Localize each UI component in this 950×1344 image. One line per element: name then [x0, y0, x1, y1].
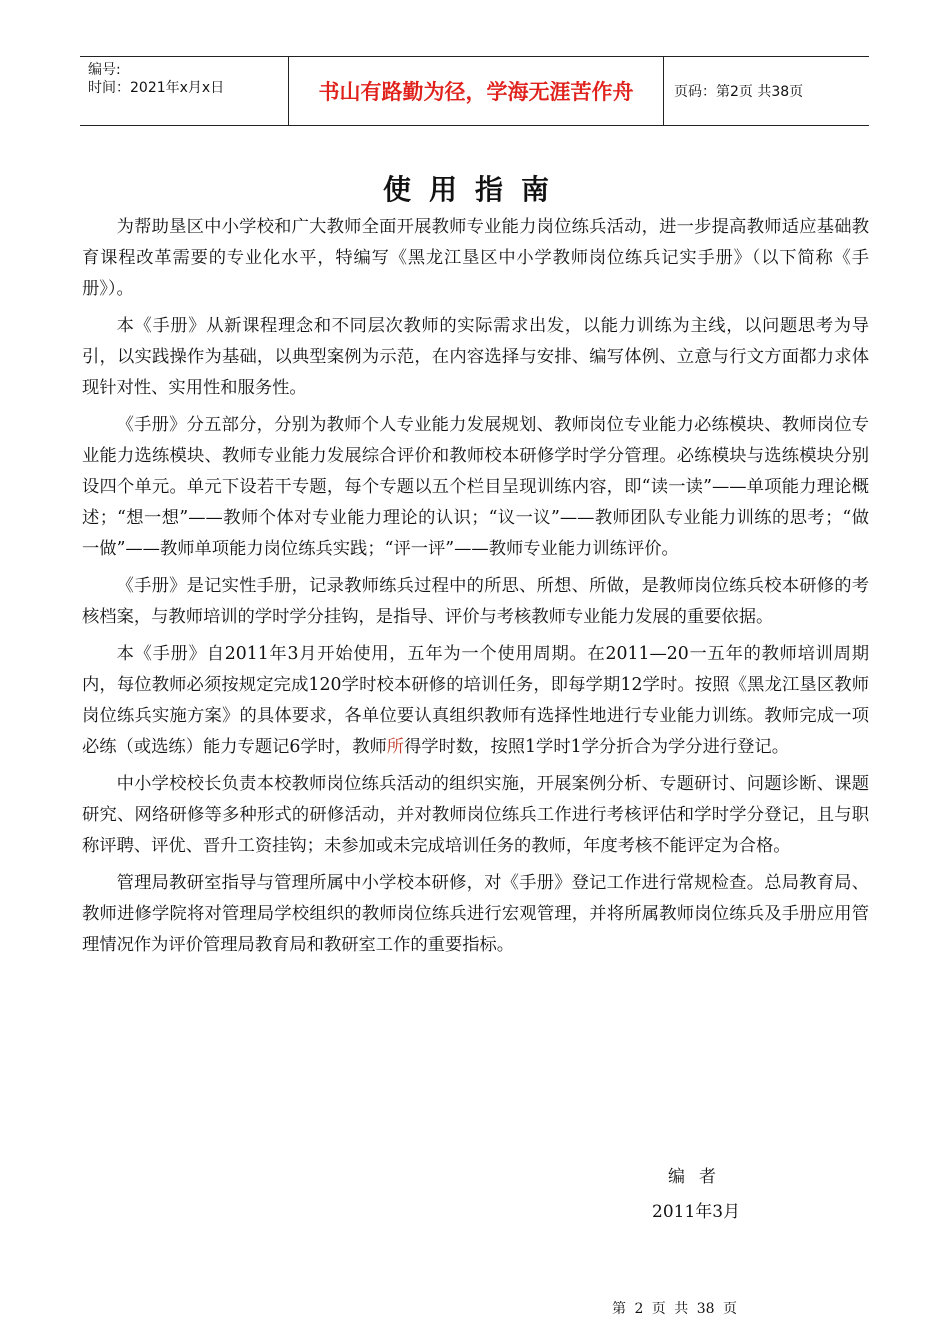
header-motto: 书山有路勤为径，学海无涯苦作舟 [289, 57, 664, 125]
header-meta [80, 57, 289, 125]
time-label: 时间：2021年x月x日 [88, 80, 225, 96]
paragraph-text: 得学时数，按照1学时1学分折合为学分进行登记。 [404, 737, 789, 757]
header-page-info: 页码：第2页 共38页 [674, 84, 804, 100]
highlighted-char: 所 [386, 737, 405, 757]
paragraph: 《手册》分五部分，分别为教师个人专业能力发展规划、教师岗位专业能力必练模块、教师岗位专业能力选练模块、教师专业能力发展综合评价和教师校本研修学时学分管理。必练模块与选练模块分别设四个单元。单元下设若干专题，每个专题以五个栏目呈现训练内容，即“读一读”——单项能力理论概述；“想一想”——教师个体对专业能力理论的认识；“议一议”——教师团队专业能力训练的思考；“做一做”——教师单项能力岗位练兵实践；“评一评”——教师专业能力训练评价。 [82, 415, 869, 559]
page-footer: 第 2 页 共 38 页 [612, 1301, 737, 1317]
page-title: 使用指南 [382, 173, 567, 206]
paragraph [82, 639, 869, 763]
paragraph: 为帮助垦区中小学校和广大教师全面开展教师专业能力岗位练兵活动，进一步提高教师适应基础教育课程改革需要的专业化水平，特编写《黑龙江垦区中小学教师岗位练兵记实手册》（以下简称《手册》）。 [82, 217, 869, 299]
signature-author: 编者 [668, 1167, 730, 1187]
paragraph: 管理局教研室指导与管理所属中小学校本研修，对《手册》登记工作进行常规检查。总局教育局、教师进修学院将对管理局学校组织的教师岗位练兵进行宏观管理，并将所属教师岗位练兵及手册应用管理情况作为评价管理局教育局和教研室工作的重要指标。 [82, 873, 869, 955]
signature-date: 2011年3月 [652, 1202, 741, 1222]
page-header [80, 56, 869, 126]
document-body [82, 212, 869, 967]
paragraph: 《手册》是记实性手册，记录教师练兵过程中的所思、所想、所做，是教师岗位练兵校本研修的考核档案，与教师培训的学时学分挂钩，是指导、评价与考核教师专业能力发展的重要依据。 [82, 576, 869, 627]
paragraph: 本《手册》从新课程理念和不同层次教师的实际需求出发，以能力训练为主线，以问题思考为导引，以实践操作为基础，以典型案例为示范，在内容选择与安排、编写体例、立意与行文方面都力求体现针对性、实用性和服务性。 [82, 316, 869, 398]
paragraph: 中小学校校长负责本校教师岗位练兵活动的组织实施，开展案例分析、专题研讨、问题诊断、课题研究、网络研修等多种形式的研修活动，并对教师岗位练兵工作进行考核评估和学时学分登记，且与职称评聘、评优、晋升工资挂钩；未参加或未完成培训任务的教师，年度考核不能评定为合格。 [82, 774, 869, 856]
number-label: 编号: [88, 62, 121, 78]
paragraph-text: 本《手册》自2011年3月开始使用，五年为一个使用周期。在2011—20一五年的教师培训周期内，每位教师必须按规定完成120学时校本研修的培训任务，即每学期12学时。按照《黑龙江垦区教师岗位练兵实施方案》的具体要求，各单位要认真组织教师有选择性地进行专业能力训练。教师完成一项必练（或选练）能力专题记6学时，教师 [82, 644, 869, 757]
